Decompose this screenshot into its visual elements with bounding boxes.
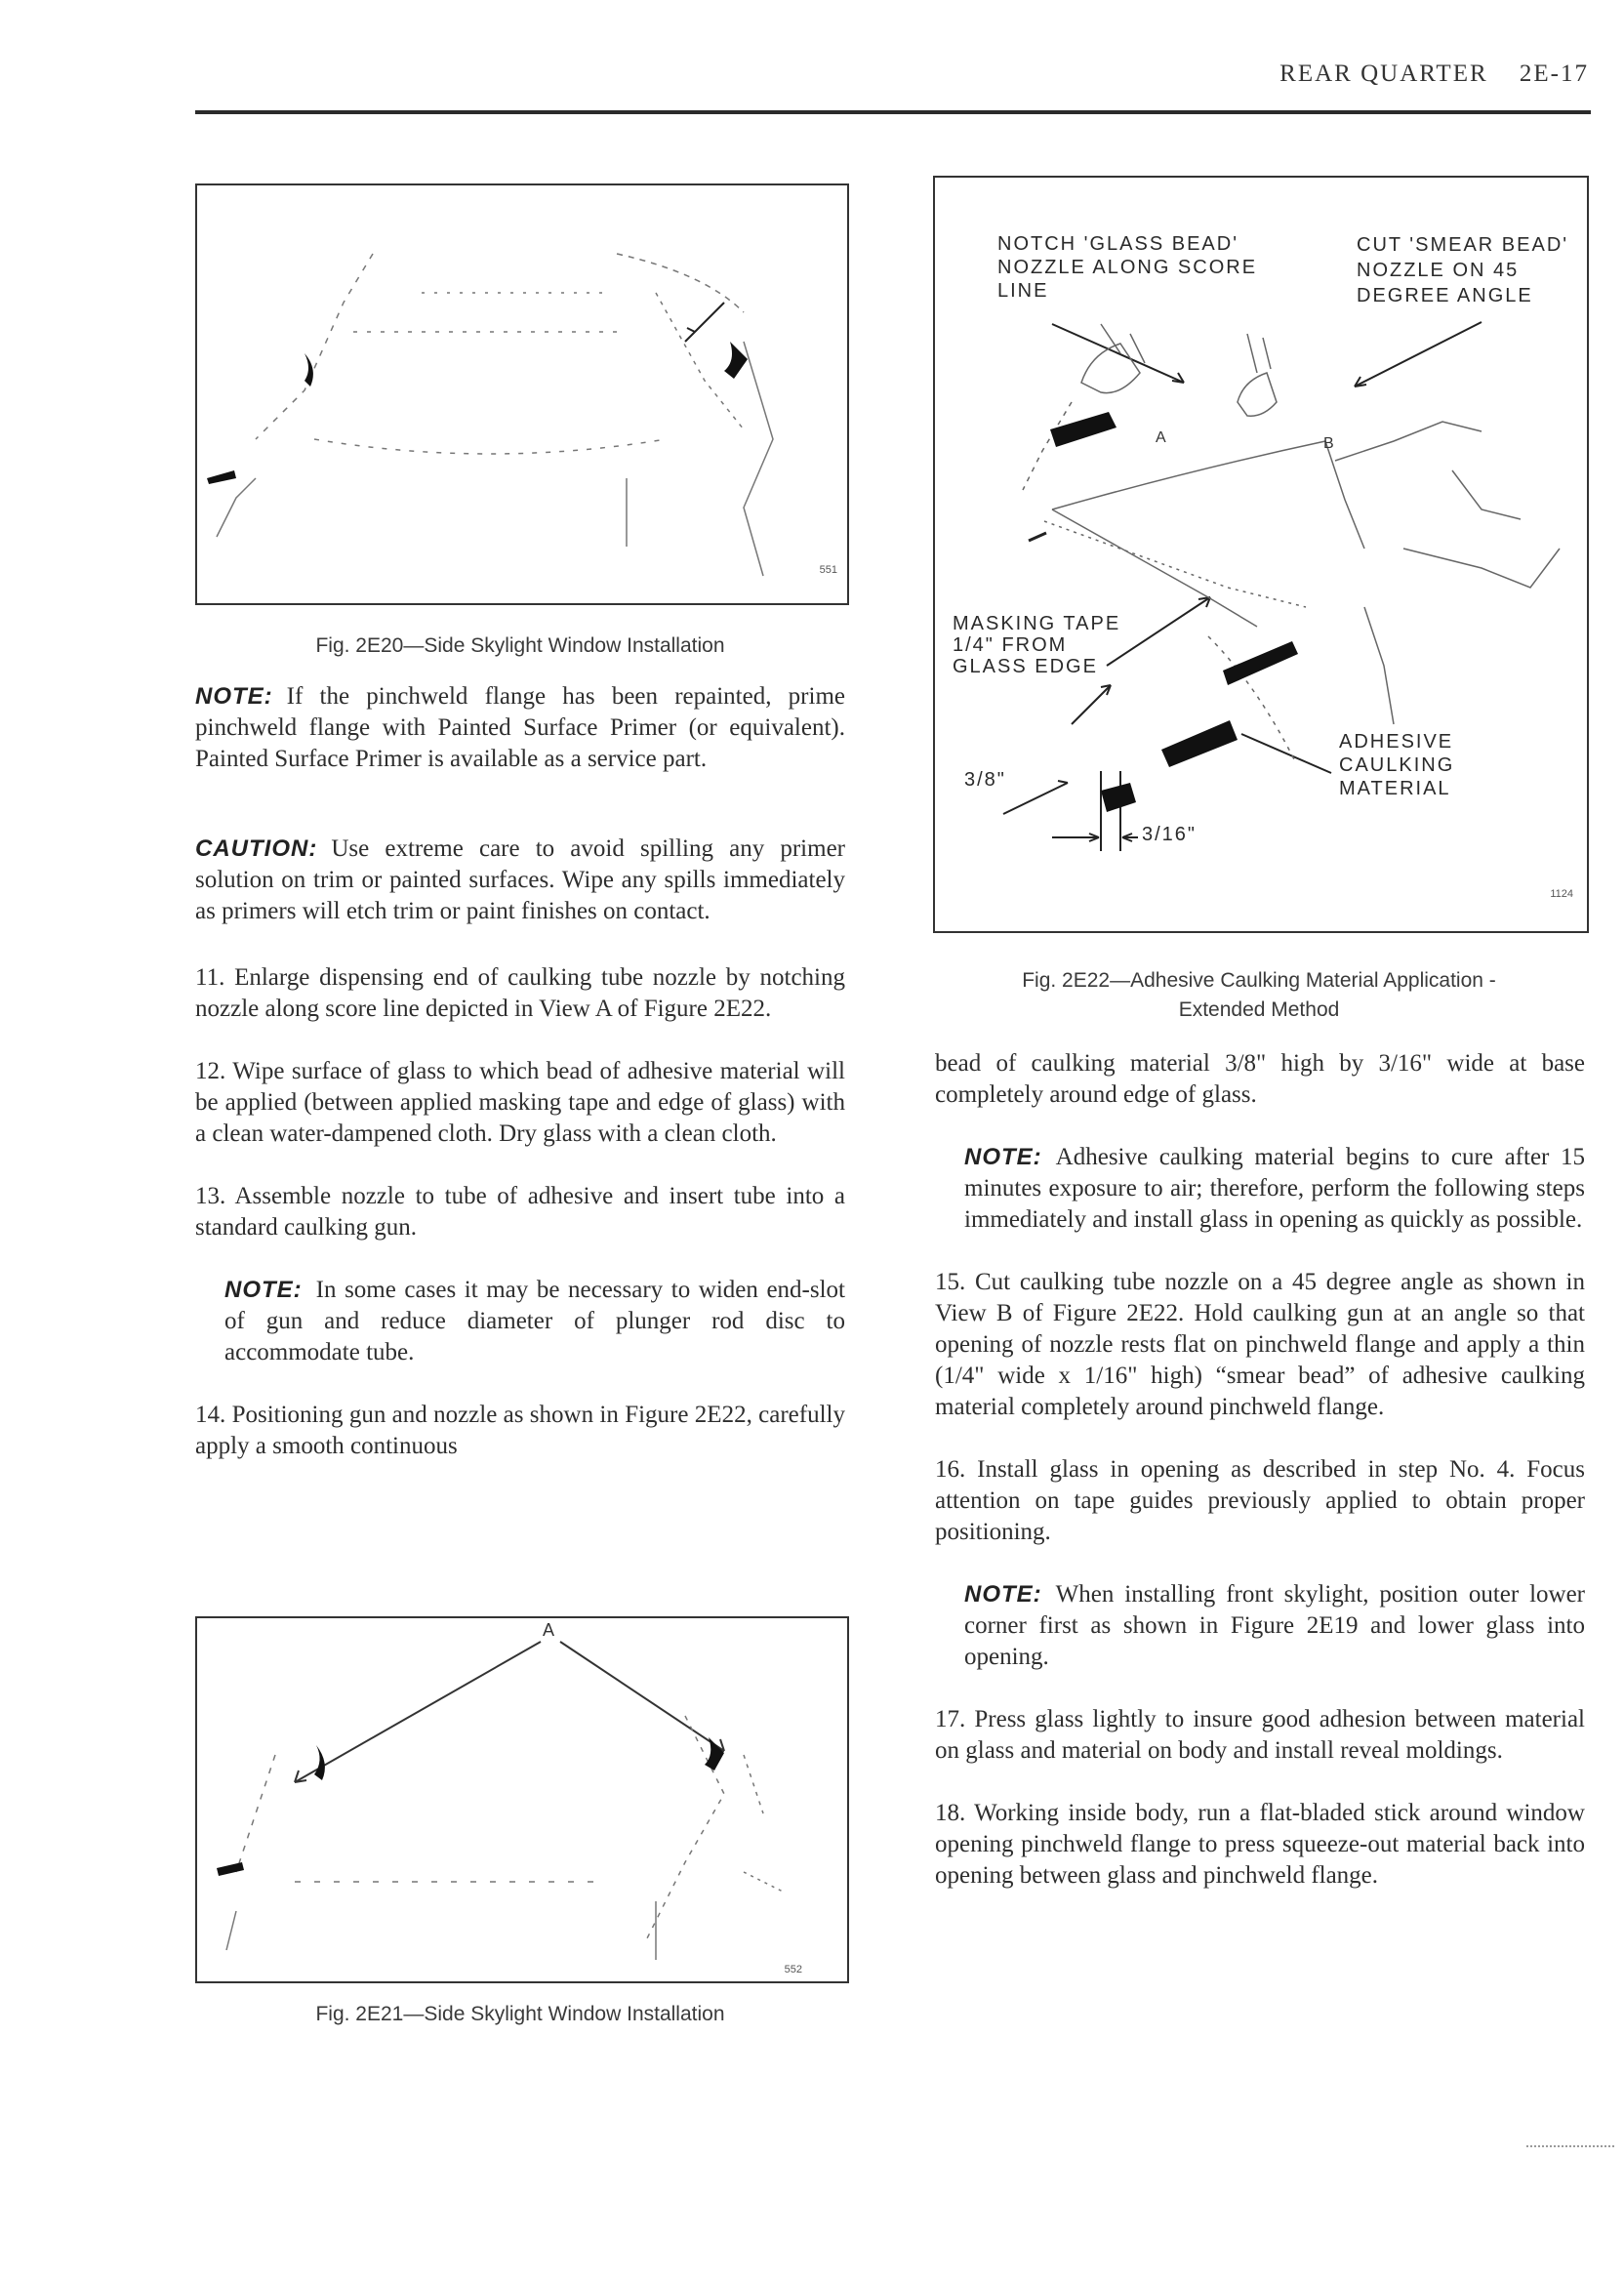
note-front-skylight — [935, 1579, 1585, 1673]
callout-line: NOZZLE ALONG SCORE — [997, 257, 1258, 278]
header-rule — [195, 110, 1591, 114]
masking-tape-mark — [1223, 641, 1298, 685]
note-label: NOTE: — [195, 683, 273, 710]
callout-line: DEGREE ANGLE — [1357, 285, 1533, 306]
callout-adhesive — [1339, 730, 1454, 800]
note-text: When installing front skylight, position outer lower corner first as shown in Figure 2E19 and lower glass into opening. — [964, 1581, 1585, 1670]
step-11: 11. Enlarge dispensing end of caulking tube nozzle by notching nozzle along score line depicted in View A of Figure 2E22. — [195, 964, 845, 1022]
caution-primer — [195, 834, 845, 927]
callout-line: CUT 'SMEAR BEAD' — [1357, 234, 1569, 256]
note-gun — [195, 1275, 845, 1368]
view-label-a: A — [1156, 429, 1166, 446]
figure-2e21-illustration — [197, 1618, 847, 1981]
figure-code: 552 — [784, 1964, 802, 1975]
callout-line: NOTCH 'GLASS BEAD' — [997, 233, 1239, 255]
figure-code: 551 — [819, 564, 837, 576]
callout-line: MATERIAL — [1339, 778, 1451, 799]
figure-2e20-illustration — [197, 185, 847, 603]
caption-line: Fig. 2E22—Adhesive Caulking Material Application - — [1022, 969, 1496, 992]
adhesive-bead-mark — [1161, 720, 1238, 767]
callout-line: 1/4" FROM — [953, 634, 1068, 656]
callout-line: NOZZLE ON 45 — [1357, 260, 1520, 281]
page-number: 2E-17 — [1519, 61, 1589, 87]
caution-text: Use extreme care to avoid spilling any primer solution on trim or painted surfaces. Wipe any spills immediately as primers will etch trim or paint finishes on contact. — [195, 835, 845, 924]
section-title: REAR QUARTER — [1279, 61, 1488, 87]
step-16: 16. Install glass in opening as described in step No. 4. Focus attention on tape guides previously applied to obtain proper positioning. — [935, 1456, 1585, 1545]
step-14-continued: bead of caulking material 3/8" high by 3/16" wide at base completely around edge of glass. — [935, 1050, 1585, 1108]
footer-dots — [1526, 2145, 1614, 2147]
dimension-height: 3/8" — [964, 769, 1006, 791]
note-label: NOTE: — [964, 1581, 1042, 1608]
figure-2e22-caption — [933, 966, 1585, 1025]
adhesive-bead-mark — [304, 353, 313, 387]
callout-line: CAULKING — [1339, 754, 1455, 776]
step-15: 15. Cut caulking tube nozzle on a 45 degree angle as shown in View B of Figure 2E22. Hold caulking gun at an angle so that opening of nozzle rests flat on pinchweld flange and apply a thin (1/4" wide x 1/16" high) “smear bead” of adhesive caulking material completely around pinchweld flange. — [935, 1269, 1585, 1420]
note-primer — [195, 681, 845, 775]
callout-line: MASKING TAPE — [953, 613, 1121, 634]
callout-line: ADHESIVE — [1339, 731, 1454, 753]
note-label: NOTE: — [224, 1277, 303, 1303]
step-18: 18. Working inside body, run a flat-bladed stick around window opening pinchweld flange to press squeeze-out material back into opening between glass and pinchweld flange. — [935, 1800, 1585, 1889]
left-column — [195, 681, 845, 1462]
note-label: NOTE: — [964, 1144, 1042, 1170]
figure-2e22 — [933, 176, 1589, 933]
note-text: Adhesive caulking material begins to cure after 15 minutes exposure to air; therefore, perform the following steps immediately and install glass in opening as quickly as possible. — [964, 1144, 1585, 1233]
figure-2e21-caption: Fig. 2E21—Side Skylight Window Installation — [315, 2003, 725, 2025]
note-text: In some cases it may be necessary to widen end-slot of gun and reduce diameter of plunger rod disc to accommodate tube. — [224, 1277, 845, 1365]
figure-2e20 — [195, 183, 849, 605]
note-cure — [935, 1142, 1585, 1236]
view-label-a: A — [543, 1620, 555, 1640]
figure-2e20-caption: Fig. 2E20—Side Skylight Window Installation — [315, 634, 725, 657]
note-text: If the pinchweld flange has been repainted, prime pinchweld flange with Painted Surface Primer (or equivalent). Painted Surface Primer is available as a service part. — [195, 683, 845, 772]
page-header — [1256, 61, 1589, 88]
caption-line: Extended Method — [1178, 998, 1340, 1021]
step-13: 13. Assemble nozzle to tube of adhesive and insert tube into a standard caulking gun. — [195, 1183, 845, 1241]
caution-label: CAUTION: — [195, 835, 318, 862]
step-17: 17. Press glass lightly to insure good adhesion between material on glass and material on body and install reveal moldings. — [935, 1706, 1585, 1764]
dimension-width: 3/16" — [1142, 824, 1198, 845]
callout-line: LINE — [997, 280, 1049, 302]
view-label-b: B — [1323, 435, 1334, 452]
callout-cut — [1357, 232, 1568, 308]
step-12: 12. Wipe surface of glass to which bead of adhesive material will be applied (between applied masking tape and edge of glass) with a clean water-dampened cloth. Dry glass with a clean cloth. — [195, 1058, 845, 1147]
figure-2e21 — [195, 1616, 849, 1983]
figure-code: 1124 — [1550, 888, 1573, 900]
callout-notch — [997, 232, 1257, 303]
step-14: 14. Positioning gun and nozzle as shown in Figure 2E22, carefully apply a smooth continuous — [195, 1402, 845, 1459]
callout-line: GLASS EDGE — [953, 656, 1098, 677]
callout-masking — [953, 613, 1120, 677]
right-column — [935, 1048, 1585, 1892]
